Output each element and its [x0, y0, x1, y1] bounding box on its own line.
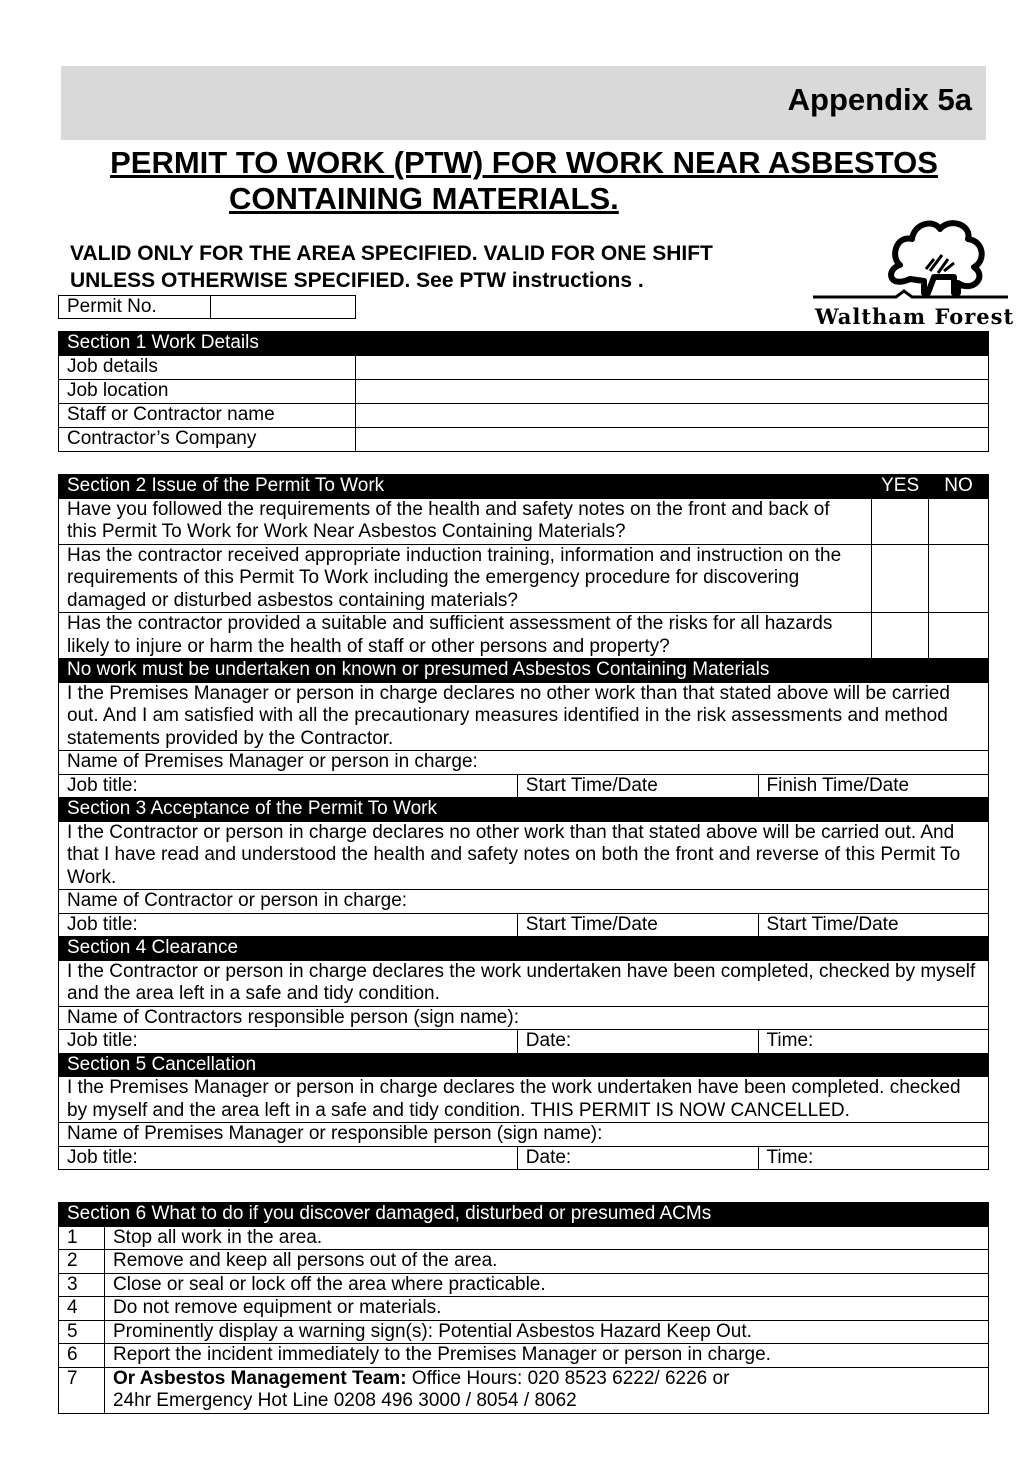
- clearance-name-field[interactable]: Name of Contractors responsible person (sign name):: [59, 1006, 989, 1030]
- premises-declaration: I the Premises Manager or person in charge declares no other work than that stated above will be carried out. And I am satisfied with all the precautionary measures identified in the risk assessments and method statements provided by the Contractor.: [59, 682, 989, 751]
- s5-time-field[interactable]: Time:: [758, 1146, 988, 1170]
- list-item: 1 Stop all work in the area.: [59, 1226, 989, 1250]
- question-2: Has the contractor received appropriate induction training, information and instruction on the requirements of this Permit To Work including the emergency procedure for discovering damaged or disturbed asbestos containing materials?: [59, 544, 872, 613]
- company-label: Contractor’s Company: [59, 428, 356, 452]
- warning-banner: No work must be undertaken on known or presumed Asbestos Containing Materials: [59, 659, 989, 683]
- contractor-name-field[interactable]: Name of Contractor or person in charge:: [59, 890, 989, 914]
- permit-number-label: Permit No.: [59, 296, 211, 318]
- logo-text: Waltham Forest: [815, 304, 1015, 329]
- asbestos-team-label: Or Asbestos Management Team:: [113, 1367, 407, 1389]
- s3-start-time-field-2[interactable]: Start Time/Date: [758, 913, 988, 937]
- permit-number-field[interactable]: [58, 295, 356, 319]
- section6-header: Section 6 What to do if you discover damaged, disturbed or presumed ACMs: [59, 1203, 989, 1227]
- premises-manager-name-field[interactable]: Name of Premises Manager or person in charge:: [59, 751, 989, 775]
- company-field[interactable]: [356, 428, 989, 452]
- question-3: Has the contractor provided a suitable and sufficient assessment of the risks for all hazards likely to injure or harm the health of staff or other persons and property?: [59, 613, 872, 659]
- section1-table: [58, 331, 989, 452]
- s3-job-title-field[interactable]: Job title:: [59, 913, 518, 937]
- s4-date-field[interactable]: Date:: [517, 1030, 758, 1054]
- no-column-header: NO: [929, 475, 989, 499]
- appendix-label: Appendix 5a: [787, 82, 972, 117]
- validity-note-line1: VALID ONLY FOR THE AREA SPECIFIED. VALID FOR ONE SHIFT: [70, 242, 713, 265]
- section1-header: Section 1 Work Details: [59, 332, 989, 356]
- clearance-declaration: I the Contractor or person in charge declares the work undertaken have been completed, checked by myself and the area left in a safe and tidy condition.: [59, 960, 989, 1006]
- page-title-line2: CONTAINING MATERIALS.: [229, 181, 619, 216]
- section4-header: Section 4 Clearance: [59, 937, 989, 961]
- office-hours: Office Hours: 020 8523 6222/ 6226 or: [406, 1367, 730, 1389]
- yes-column-header: YES: [872, 475, 929, 499]
- s2-finish-time-field[interactable]: Finish Time/Date: [758, 774, 988, 798]
- question-1: Have you followed the requirements of the health and safety notes on the front and back of this Permit To Work for Work Near Asbestos Containing Materials?: [59, 498, 872, 544]
- job-location-label: Job location: [59, 380, 356, 404]
- page-title-line1: PERMIT TO WORK (PTW) FOR WORK NEAR ASBESTOS: [110, 145, 938, 180]
- emergency-hotline: 24hr Emergency Hot Line 0208 496 3000 / 8054 / 8062: [113, 1390, 577, 1411]
- list-item: 3 Close or seal or lock off the area where practicable.: [59, 1273, 989, 1297]
- job-location-field[interactable]: [356, 380, 989, 404]
- permit-main-table: [58, 474, 989, 1170]
- staff-name-field[interactable]: [356, 404, 989, 428]
- validity-note-line2: UNLESS OTHERWISE SPECIFIED. See PTW instructions .: [70, 269, 644, 292]
- job-details-label: Job details: [59, 356, 356, 380]
- section2-header: Section 2 Issue of the Permit To Work: [59, 475, 872, 499]
- section3-header: Section 3 Acceptance of the Permit To Work: [59, 798, 989, 822]
- question-2-no-checkbox[interactable]: [929, 544, 989, 613]
- list-item: 6 Report the incident immediately to the Premises Manager or person in charge.: [59, 1344, 989, 1368]
- appendix-banner: [61, 66, 986, 140]
- list-item: 7 Or Asbestos Management Team: Office Hours: 020 8523 6222/ 6226 or 24hr Emergency Hot Line 0208 496 3000 / 8054 / 8062: [59, 1367, 989, 1413]
- list-item: 2 Remove and keep all persons out of the area.: [59, 1250, 989, 1274]
- question-3-yes-checkbox[interactable]: [872, 613, 929, 659]
- list-item: 5 Prominently display a warning sign(s): Potential Asbestos Hazard Keep Out.: [59, 1320, 989, 1344]
- section6-table: [58, 1202, 989, 1414]
- question-1-no-checkbox[interactable]: [929, 498, 989, 544]
- question-2-yes-checkbox[interactable]: [872, 544, 929, 613]
- s2-start-time-field[interactable]: Start Time/Date: [517, 774, 758, 798]
- job-details-field[interactable]: [356, 356, 989, 380]
- s2-job-title-field[interactable]: Job title:: [59, 774, 518, 798]
- cancellation-declaration: I the Premises Manager or person in charge declares the work undertaken have been completed. checked by myself and the area left in a safe and tidy condition. THIS PERMIT IS NOW CANCELLED.: [59, 1077, 989, 1123]
- cancellation-name-field[interactable]: Name of Premises Manager or responsible person (sign name):: [59, 1123, 989, 1147]
- s5-date-field[interactable]: Date:: [517, 1146, 758, 1170]
- contractor-declaration: I the Contractor or person in charge declares no other work than that stated above will be carried out. And that I have read and understood the health and safety notes on both the front and reverse of this Permit To Work.: [59, 821, 989, 890]
- s5-job-title-field[interactable]: Job title:: [59, 1146, 518, 1170]
- list-item: 4 Do not remove equipment or materials.: [59, 1297, 989, 1321]
- s3-start-time-field[interactable]: Start Time/Date: [517, 913, 758, 937]
- staff-name-label: Staff or Contractor name: [59, 404, 356, 428]
- asbestos-team-contact: [105, 1367, 989, 1413]
- s4-time-field[interactable]: Time:: [758, 1030, 988, 1054]
- s4-job-title-field[interactable]: Job title:: [59, 1030, 518, 1054]
- section5-header: Section 5 Cancellation: [59, 1053, 989, 1077]
- question-1-yes-checkbox[interactable]: [872, 498, 929, 544]
- question-3-no-checkbox[interactable]: [929, 613, 989, 659]
